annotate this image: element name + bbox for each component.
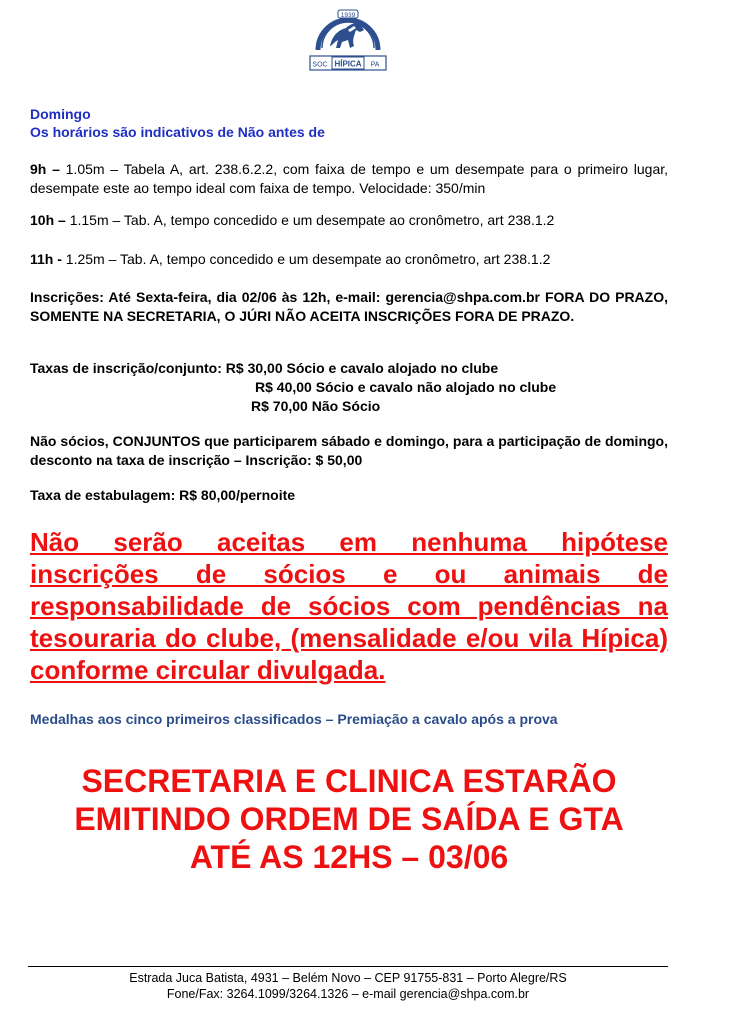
warning-notice: Não serão aceitas em nenhuma hipótese inscrições de sócios e ou animais de responsabilidade de sócios com pendências na tesouraria do clube, (mensalidade e/ou vila Hípica) conforme circular divulgada. (30, 527, 668, 685)
event-description: 1.25m – Tab. A, tempo concedido e um desempate ao cronômetro, art 238.1.2 (61, 251, 551, 267)
event-time: 9h – (30, 161, 60, 177)
medals-info: Medalhas aos cinco primeiros classificados – Premiação a cavalo após a prova (30, 711, 558, 727)
svg-text:1939: 1939 (340, 12, 356, 19)
non-members-info: Não sócios, CONJUNTOS que participarem sábado e domingo, para a participação de domingo, desconto na taxa de inscrição – Inscrição: $ 50,00 (30, 433, 668, 468)
footer (28, 970, 668, 1002)
event-time: 10h – (30, 212, 66, 228)
event-9h (30, 160, 668, 198)
svg-text:HÍPICA: HÍPICA (334, 59, 362, 69)
event-time: 11h - (30, 251, 62, 267)
fee-member-housed: R$ 30,00 Sócio e cavalo alojado no clube (225, 360, 499, 376)
schedule-note: Os horários são indicativos de Não antes de (30, 124, 325, 140)
footer-divider (28, 966, 668, 967)
footer-contact: Fone/Fax: 3264.1099/3264.1326 – e-mail gerencia@shpa.com.br (166, 987, 530, 1001)
event-description: 1.05m – Tabela A, art. 238.6.2.2, com faixa de tempo e um desempate para o primeiro lugar, desempate este ao tempo ideal com faixa de tempo. Velocidade: 350/min (30, 161, 669, 196)
svg-text:SOC: SOC (312, 61, 328, 69)
footer-address: Estrada Juca Batista, 4931 – Belém Novo – CEP 91755-831 – Porto Alegre/RS (129, 971, 567, 985)
horse-logo-icon (308, 2, 388, 76)
event-11h (30, 250, 668, 269)
fees-label: Taxas de inscrição/conjunto: (30, 360, 226, 376)
fee-row (30, 359, 668, 378)
stabling-fee: Taxa de estabulagem: R$ 80,00/pernoite (30, 487, 296, 503)
svg-text:PA: PA (370, 61, 380, 69)
fee-member-not-housed: R$ 40,00 Sócio e cavalo não alojado no clube (255, 379, 557, 395)
secretaria-line-1: SECRETARIA E CLINICA ESTARÃO (81, 763, 617, 799)
event-10h (30, 211, 668, 230)
secretaria-line-2: EMITINDO ORDEM DE SAÍDA E GTA (74, 801, 624, 837)
fees-block (30, 359, 668, 416)
day-heading (30, 105, 668, 141)
secretaria-line-3: ATÉ AS 12HS – 03/06 (189, 839, 509, 875)
club-logo (308, 2, 388, 76)
day-title: Domingo (30, 106, 91, 122)
event-description: 1.15m – Tab. A, tempo concedido e um desempate ao cronômetro, art 238.1.2 (65, 212, 555, 228)
registration-info: Inscrições: Até Sexta-feira, dia 02/06 às 12h, e-mail: gerencia@shpa.com.br FORA DO PRAZO, SOMENTE NA SECRETARIA, O JÚRI NÃO ACEITA INSCRIÇÕES FORA DE PRAZO. (30, 289, 668, 324)
fee-non-member: R$ 70,00 Não Sócio (251, 398, 381, 414)
secretaria-notice (30, 762, 668, 876)
